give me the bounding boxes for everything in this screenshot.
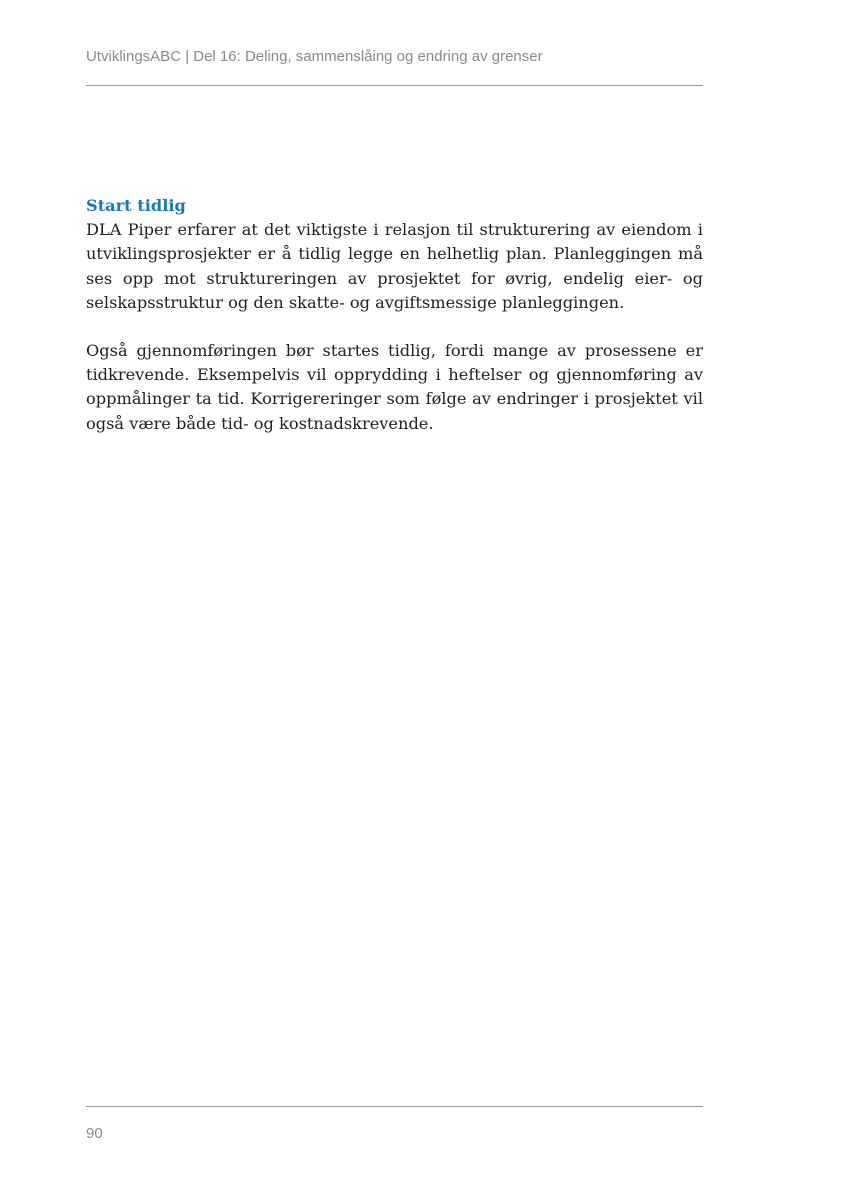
section-heading: Start tidlig	[86, 196, 186, 215]
header-divider	[86, 85, 703, 86]
main-content	[86, 194, 703, 436]
body-paragraph: Også gjennomføringen bør startes tidlig, fordi mange av prosessene er tidkrevende. Eksempelvis vil opprydding i heftelser og gjennomføring av oppmålinger ta tid. Korrigereringer som følge av endringer i prosjektet vil også være både tid- og kostnadskrevende.	[86, 341, 703, 433]
body-paragraph: DLA Piper erfarer at det viktigste i relasjon til strukturering av eiendom i utviklingsprosjekter er å tidlig legge en helhetlig plan. Planleggingen må ses opp mot struktureringen av prosjektet for øvrig, endelig eier- og selskapsstruktur og den skatte- og avgiftsmessige planleggingen.	[86, 220, 703, 312]
page-number: 90	[86, 1125, 103, 1142]
running-header: UtviklingsABC | Del 16: Deling, sammenslåing og endring av grenser	[86, 48, 543, 65]
footer-divider	[86, 1106, 703, 1107]
